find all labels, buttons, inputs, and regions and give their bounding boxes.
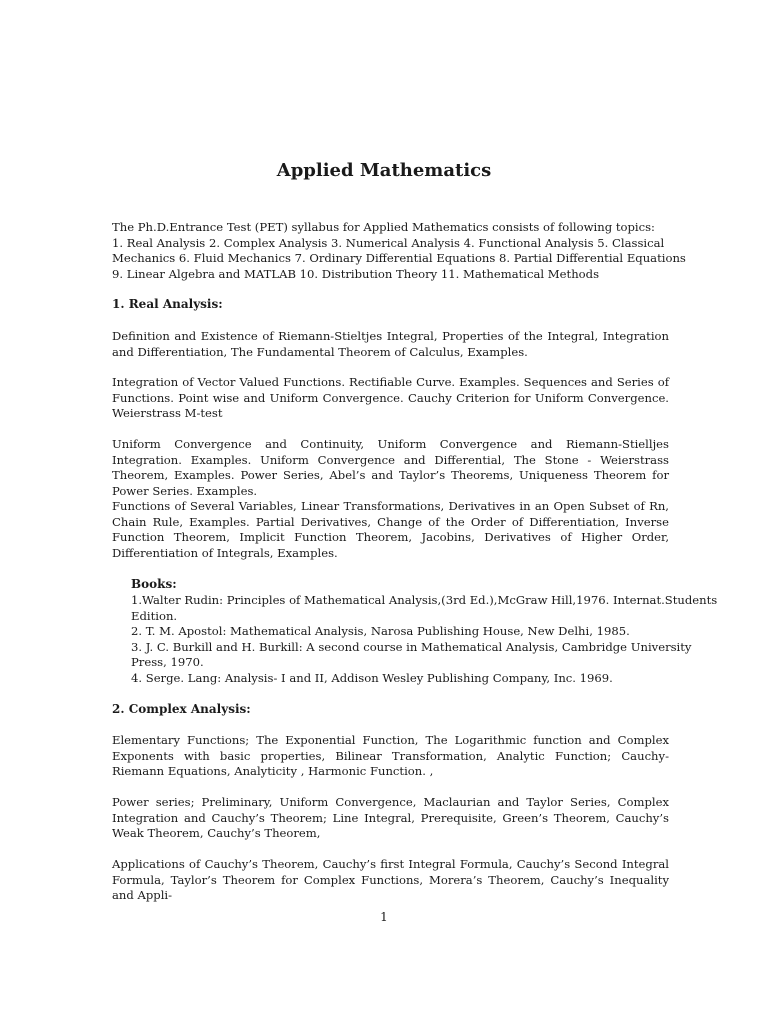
books-heading: Books: — [131, 577, 177, 591]
paragraph: Power series; Preliminary, Uniform Convergence, Maclaurian and Taylor Series, Complex Integration and Cauchy’s Theorem; Line Integral, Prerequisite, Green’s Theorem, Cauchy’s Weak Theorem, Cauchy’s Theorem, — [112, 795, 669, 840]
paragraph: Elementary Functions; The Exponential Function, The Logarithmic function and Complex Exponents with basic properties, Bilinear Transformation, Analytic Function; Cauchy-Riemann Equations, Analyticity , Harmonic Function. , — [112, 733, 669, 778]
book-line: 1.Walter Rudin: Principles of Mathematical Analysis,(3rd Ed.),McGraw Hill,1976. Internat.Students — [131, 593, 718, 607]
book-line: Edition. — [131, 608, 178, 623]
intro-line: 9. Linear Algebra and MATLAB 10. Distribution Theory 11. Mathematical Methods — [112, 266, 600, 281]
book-item — [131, 593, 718, 686]
book-line: 3. J. C. Burkill and H. Burkill: A second course in Mathematical Analysis, Cambridge University — [131, 639, 692, 654]
page-number: 1 — [380, 910, 388, 924]
intro-paragraph — [112, 220, 686, 282]
intro-line: Mechanics 6. Fluid Mechanics 7. Ordinary Differential Equations 8. Partial Differential Equations — [112, 251, 686, 265]
paragraph: Functions of Several Variables, Linear Transformations, Derivatives in an Open Subset of Rn, Chain Rule, Examples. Partial Derivatives, Change of the Order of Differentiation, Inverse Function Theorem, Implicit Function Theorem, Jacobins, Derivatives of Higher Order, Differentiation of Integrals, Examples. — [112, 499, 669, 560]
page-title: Applied Mathematics — [276, 160, 492, 181]
section-heading-real-analysis: 1. Real Analysis: — [112, 297, 223, 311]
paragraph: Definition and Existence of Riemann-Stieltjes Integral, Properties of the Integral, Integration and Differentiation, The Fundamental Theorem of Calculus, Examples. — [112, 329, 669, 359]
book-line: 4. Serge. Lang: Analysis- I and II, Addison Wesley Publishing Company, Inc. 1969. — [131, 670, 613, 685]
paragraph: Applications of Cauchy’s Theorem, Cauchy’s first Integral Formula, Cauchy’s Second Integral Formula, Taylor’s Theorem for Complex Functions, Morera’s Theorem, Cauchy’s Inequality and Appli- — [112, 857, 669, 902]
section-heading-complex-analysis: 2. Complex Analysis: — [112, 702, 251, 716]
intro-line: The Ph.D.Entrance Test (PET) syllabus for Applied Mathematics consists of following topics: — [112, 220, 655, 234]
paragraph: Uniform Convergence and Continuity, Uniform Convergence and Riemann-Stielljes Integration. Examples. Uniform Convergence and Differential, The Stone - Weierstrass Theorem, Examples. Power Series, Abel’s and Taylor’s Theorems, Uniqueness Theorem for Power Series. Examples. — [112, 437, 669, 498]
intro-line: 1. Real Analysis 2. Complex Analysis 3. Numerical Analysis 4. Functional Analysis 5. Classical — [112, 235, 665, 250]
paragraph: Integration of Vector Valued Functions. Rectifiable Curve. Examples. Sequences and Series of Functions. Point wise and Uniform Convergence. Cauchy Criterion for Uniform Convergence. Weierstrass M-test — [112, 375, 669, 420]
book-line: 2. T. M. Apostol: Mathematical Analysis, Narosa Publishing House, New Delhi, 1985. — [131, 624, 630, 638]
book-line: Press, 1970. — [131, 655, 204, 669]
